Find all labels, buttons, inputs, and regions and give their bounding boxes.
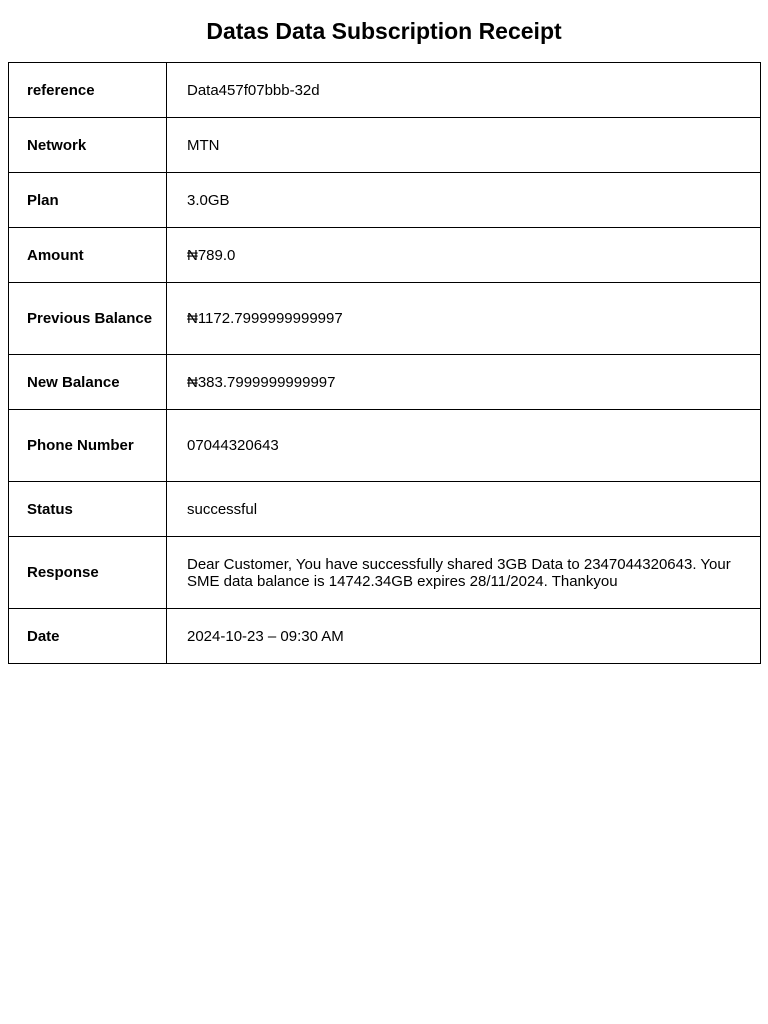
row-amount bbox=[9, 228, 761, 283]
status-value: successful bbox=[167, 482, 761, 537]
reference-value: Data457f07bbb-32d bbox=[167, 63, 761, 118]
row-reference bbox=[9, 63, 761, 118]
row-new-balance bbox=[9, 355, 761, 410]
new-balance-value: ₦383.7999999999997 bbox=[167, 355, 761, 410]
status-label: Status bbox=[9, 482, 167, 537]
amount-label: Amount bbox=[9, 228, 167, 283]
receipt-title: Datas Data Subscription Receipt bbox=[206, 18, 562, 44]
row-network bbox=[9, 118, 761, 173]
phone-number-value: 07044320643 bbox=[167, 410, 761, 482]
phone-number-label: Phone Number bbox=[9, 410, 167, 482]
row-date bbox=[9, 609, 761, 664]
date-label: Date bbox=[9, 609, 167, 664]
row-plan bbox=[9, 173, 761, 228]
plan-value: 3.0GB bbox=[167, 173, 761, 228]
row-response bbox=[9, 537, 761, 609]
reference-label: reference bbox=[9, 63, 167, 118]
previous-balance-label: Previous Balance bbox=[9, 283, 167, 355]
new-balance-label: New Balance bbox=[9, 355, 167, 410]
network-label: Network bbox=[9, 118, 167, 173]
date-value: 2024-10-23 – 09:30 AM bbox=[167, 609, 761, 664]
amount-value: ₦789.0 bbox=[167, 228, 761, 283]
receipt-table bbox=[8, 62, 761, 664]
row-phone-number bbox=[9, 410, 761, 482]
previous-balance-value: ₦1172.7999999999997 bbox=[167, 283, 761, 355]
response-label: Response bbox=[9, 537, 167, 609]
network-value: MTN bbox=[167, 118, 761, 173]
row-previous-balance bbox=[9, 283, 761, 355]
response-value: Dear Customer, You have successfully shared 3GB Data to 2347044320643. Your SME data balance is 14742.34GB expires 28/11/2024. Thankyou bbox=[167, 537, 761, 609]
plan-label: Plan bbox=[9, 173, 167, 228]
row-status bbox=[9, 482, 761, 537]
